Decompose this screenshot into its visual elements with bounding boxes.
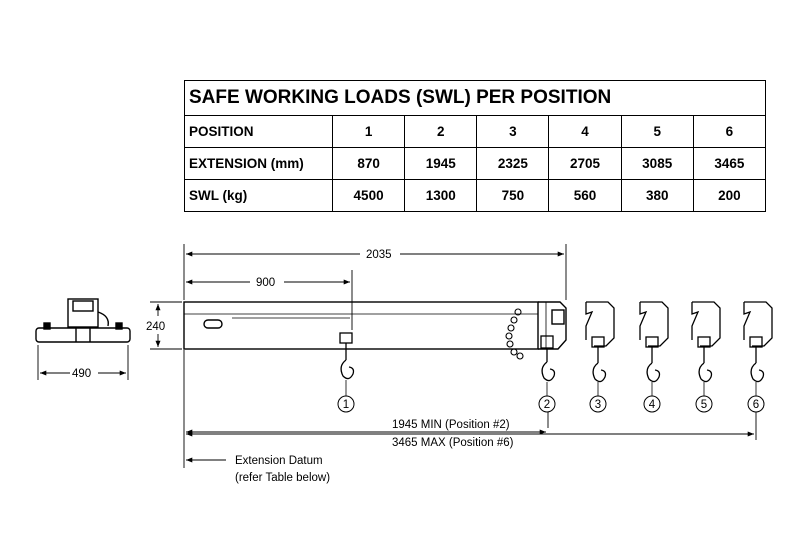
hook-position-1 [340, 333, 354, 396]
break-line [586, 302, 592, 340]
table-cell: 2705 [549, 148, 621, 180]
hook-curve [751, 363, 763, 382]
boom-slot [204, 320, 222, 328]
datum-note: (refer Table below) [235, 472, 331, 484]
dim-min-max [184, 350, 756, 468]
tip-position-4 [640, 302, 668, 396]
hook-curve [647, 363, 659, 382]
chain-link [511, 317, 517, 323]
hook-shackle [541, 336, 553, 348]
table-cell: 2 [405, 116, 477, 148]
table-cell: 2325 [477, 148, 549, 180]
tip-position-6 [744, 302, 772, 396]
tip-outline [692, 302, 720, 346]
tip-outline [640, 302, 668, 346]
table-cell: 4 [549, 116, 621, 148]
dim-max-label: 3465 MAX (Position #6) [392, 437, 514, 449]
end-view-window [73, 301, 93, 311]
table-cell: 6 [693, 116, 765, 148]
hook-curve [542, 362, 554, 381]
dim-900-label: 900 [256, 277, 276, 289]
position-label: 5 [700, 399, 708, 411]
break-line [640, 302, 646, 340]
hook-shackle [340, 333, 352, 343]
table-cell: 4500 [333, 180, 405, 212]
row-label: POSITION [185, 116, 333, 148]
table-cell: 3465 [693, 148, 765, 180]
tip-position-3 [586, 302, 614, 396]
dim-min-label: 1945 MIN (Position #2) [392, 419, 510, 431]
dim-490-label: 490 [72, 368, 92, 380]
row-label: SWL (kg) [185, 180, 333, 212]
position-label: 3 [594, 399, 602, 411]
chain-link [511, 349, 517, 355]
position-label: 1 [342, 399, 350, 411]
position-label: 2 [543, 399, 551, 411]
dim-240-label: 240 [146, 321, 166, 333]
table-cell: 5 [621, 116, 693, 148]
hook-curve [341, 360, 353, 379]
table-cell: 200 [693, 180, 765, 212]
tip-position-5 [692, 302, 720, 396]
tip-outline [586, 302, 614, 346]
datum-label: Extension Datum [235, 455, 323, 467]
boom-tip [538, 302, 566, 349]
end-view-chain [98, 312, 108, 326]
table-cell: 3 [477, 116, 549, 148]
position-label: 4 [648, 399, 656, 411]
chain-link [506, 333, 512, 339]
table-cell: 560 [549, 180, 621, 212]
chain-link [508, 325, 514, 331]
chain-link [507, 341, 513, 347]
break-line [692, 302, 698, 340]
table-cell: 1300 [405, 180, 477, 212]
table-cell: 1 [333, 116, 405, 148]
hook-curve [593, 363, 605, 382]
table-cell: 870 [333, 148, 405, 180]
tip-outline [744, 302, 772, 346]
boom-tip-window [552, 310, 564, 324]
chain-link [517, 353, 523, 359]
row-label: EXTENSION (mm) [185, 148, 333, 180]
end-view [36, 299, 130, 342]
table-cell: 380 [621, 180, 693, 212]
end-view-lug-right [116, 323, 122, 329]
end-view-base [36, 328, 130, 342]
table-title: SAFE WORKING LOADS (SWL) PER POSITION [185, 81, 766, 116]
position-label: 6 [752, 399, 760, 411]
table-cell: 3085 [621, 148, 693, 180]
table-cell: 1945 [405, 148, 477, 180]
dim-2035-label: 2035 [366, 249, 392, 261]
hook-curve [699, 363, 711, 382]
safety-chain [506, 309, 523, 359]
end-view-lug-left [44, 323, 50, 329]
table-cell: 750 [477, 180, 549, 212]
hook-position-2 [541, 336, 555, 396]
break-line [744, 302, 750, 340]
boom-outer [184, 302, 538, 349]
